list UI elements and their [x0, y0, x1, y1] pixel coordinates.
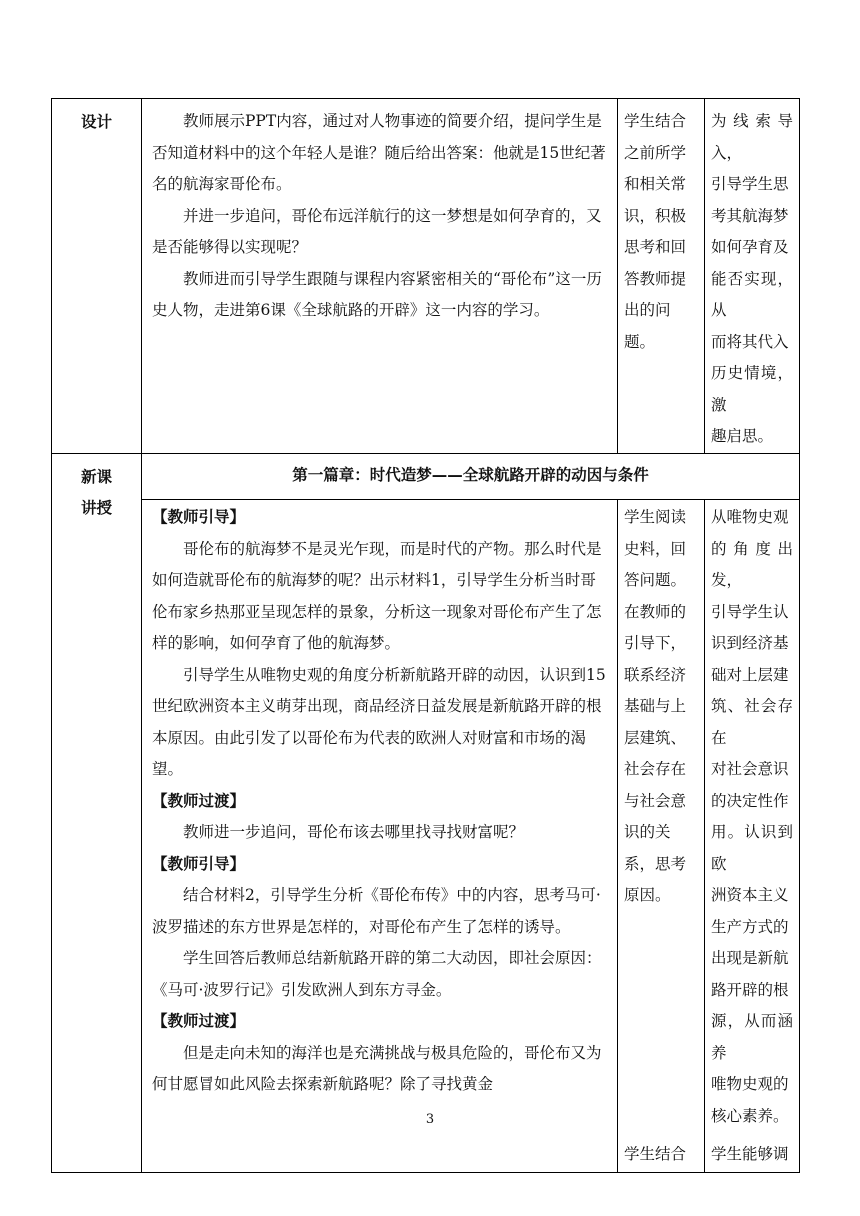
row-label: 设计 — [80, 113, 112, 131]
row-label-line: 讲授 — [80, 499, 112, 517]
design-intent-cell — [705, 500, 800, 1173]
paragraph: 教师展示PPT内容，通过对人物事迹的简要介绍，提问学生是否知道材料中的这个年轻人是谁？随后给出答案：他就是15世纪著名的航海家哥伦布。 — [152, 112, 606, 193]
paragraph: 但是走向未知的海洋也是充满挑战与极具危险的，哥伦布又为何甘愿冒如此风险去探索新航路呢？除了寻找黄金 — [152, 1043, 602, 1093]
row-label — [52, 454, 141, 525]
paragraph: 引导学生从唯物史观的角度分析新航路开辟的动因，认识到15世纪欧洲资本主义萌芽出现，商品经济日益发展是新航路开辟的根本原因。由此引发了以哥伦布为代表的欧洲人对财富和市场的渴望。 — [152, 665, 606, 778]
design-intent-text: 为线索导入， 引导学生思 考其航海梦 如何孕育及 能否实现，从 而将其代入 历史情境，激 趣启思。 — [711, 112, 793, 445]
section-heading: 【教师过渡】 — [152, 791, 246, 810]
chapter-title: 第一篇章：时代造梦——全球航路开辟的动因与条件 — [142, 453, 800, 500]
student-activity-cell — [618, 500, 705, 1173]
table-row-newlesson — [52, 500, 800, 1173]
student-activity-continued: 学生结合 — [624, 1144, 687, 1163]
table-row-chapter — [52, 453, 800, 500]
paragraph: 教师进一步追问，哥伦布该去哪里找寻找财富呢？ — [183, 823, 525, 841]
row-label-cell — [52, 99, 142, 454]
row-label-cell — [52, 453, 142, 1173]
page-number: 3 — [425, 1112, 435, 1127]
design-intent-continued: 学生能够调 — [711, 1144, 789, 1163]
lesson-plan-table — [51, 98, 800, 1173]
teacher-activity-cell — [142, 500, 618, 1173]
paragraph: 结合材料2，引导学生分析《哥伦布传》中的内容，思考马可·波罗描述的东方世界是怎样的，对哥伦布产生了怎样的诱导。 — [152, 886, 601, 936]
design-intent-text: 从唯物史观 的角度出发， 引导学生认 识到经济基 础对上层建 筑、社会存在 对社会意识 的决定性作 用。认识到欧 洲资本主义 生产方式的 出现是新航 路开辟的根 源，从而涵养 唯物史观的 核心素养。 — [711, 508, 793, 1125]
student-activity-text: 学生阅读 史料，回 答问题。 在教师的 引导下， 联系经济 基础与上 层建筑、 社会存在 与社会意 识的关 系，思考 原因。 — [624, 508, 687, 904]
student-activity-text: 学生结合 之前所学 和相关常 识，积极 思考和回 答教师提 出的问 题。 — [624, 112, 687, 351]
paragraph: 学生回答后教师总结新航路开辟的第二大动因，即社会原因：《马可·波罗行记》引发欧洲人到东方寻金。 — [152, 949, 602, 999]
student-activity-cell — [618, 99, 705, 454]
section-heading: 【教师过渡】 — [152, 1012, 246, 1030]
table-row-design — [52, 99, 800, 454]
row-label-line: 新课 — [80, 467, 112, 486]
paragraph: 哥伦布的航海梦不是灵光乍现，而是时代的产物。那么时代是如何造就哥伦布的航海梦的呢？出示材料1，引导学生分析当时哥伦布家乡热那亚呈现怎样的景象，分析这一现象对哥伦布产生了怎样的影响，如何孕育了他的航海梦。 — [152, 539, 602, 652]
teacher-activity-cell — [142, 99, 618, 454]
paragraph: 教师进而引导学生跟随与课程内容紧密相关的“哥伦布”这一历史人物，走进第6课《全球航路的开辟》这一内容的学习。 — [152, 269, 602, 319]
design-intent-cell — [705, 99, 800, 454]
section-heading: 【教师引导】 — [152, 854, 246, 873]
paragraph: 并进一步追问，哥伦布远洋航行的这一梦想是如何孕育的，又是否能够得以实现呢？ — [152, 206, 602, 256]
section-heading: 【教师引导】 — [152, 508, 246, 526]
